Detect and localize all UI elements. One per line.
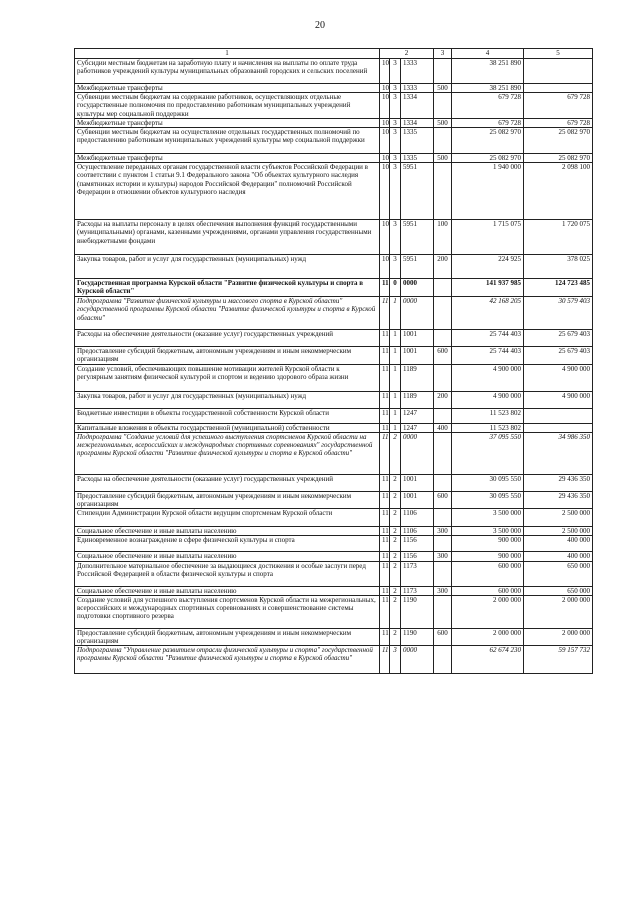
- table-row: [75, 474, 593, 491]
- cell-section: 11: [380, 586, 390, 595]
- cell-amount-year1: 1 715 075: [452, 220, 524, 255]
- cell-amount-year2: 25 082 970: [524, 128, 593, 154]
- cell-section: 10: [380, 59, 390, 84]
- cell-amount-year1: 62 674 230: [452, 646, 524, 674]
- cell-name: Расходы на обеспечение деятельности (оказание услуг) государственных учреждений: [75, 474, 380, 491]
- cell-name: Расходы на выплаты персоналу в целях обеспечения выполнения функций государственными (муниципальными) органами, казенными учреждениями, органами управления государственными внебюджетными фондами: [75, 220, 380, 255]
- cell-name: Предоставление субсидий бюджетным, автономным учреждениям и иным некоммерческим организациям: [75, 628, 380, 645]
- cell-name: Социальное обеспечение и иные выплаты населению: [75, 527, 380, 536]
- table-row: [75, 491, 593, 508]
- cell-name: Межбюджетные трансферты: [75, 84, 380, 93]
- cell-expense-type: 200: [434, 391, 452, 408]
- cell-expense-type: [434, 279, 452, 297]
- cell-amount-year2: 2 500 000: [524, 509, 593, 527]
- cell-target-code: 0000: [401, 279, 434, 297]
- cell-amount-year1: 4 900 000: [452, 364, 524, 391]
- cell-amount-year1: 900 000: [452, 536, 524, 552]
- cell-subsection: 3: [390, 93, 401, 119]
- cell-target-code: 1173: [401, 586, 434, 595]
- cell-expense-type: 600: [434, 628, 452, 645]
- cell-subsection: 1: [390, 364, 401, 391]
- cell-subsection: 2: [390, 474, 401, 491]
- cell-amount-year2: 2 000 000: [524, 595, 593, 628]
- cell-name: Единовременное вознаграждение в сфере физической культуры и спорта: [75, 536, 380, 552]
- header-col-1: 1: [75, 49, 380, 59]
- cell-section: 11: [380, 364, 390, 391]
- cell-amount-year1: 38 251 890: [452, 59, 524, 84]
- cell-subsection: 1: [390, 330, 401, 347]
- cell-section: 10: [380, 128, 390, 154]
- cell-target-code: 0000: [401, 297, 434, 330]
- table-row: [75, 646, 593, 674]
- cell-name: Предоставление субсидий бюджетным, автономным учреждениям и иным некоммерческим организациям: [75, 491, 380, 508]
- cell-amount-year2: 29 436 350: [524, 491, 593, 508]
- cell-target-code: 1189: [401, 364, 434, 391]
- cell-name: Бюджетные инвестиции в объекты государственной собственности Курской области: [75, 408, 380, 423]
- cell-amount-year2: 2 000 000: [524, 628, 593, 645]
- cell-subsection: 2: [390, 509, 401, 527]
- table-row: [75, 408, 593, 423]
- cell-amount-year2: 2 500 000: [524, 527, 593, 536]
- cell-section: 10: [380, 154, 390, 163]
- table-row: [75, 527, 593, 536]
- cell-expense-type: [434, 646, 452, 674]
- cell-subsection: 3: [390, 84, 401, 93]
- cell-subsection: 0: [390, 279, 401, 297]
- cell-section: 10: [380, 163, 390, 220]
- cell-name: Субвенции местным бюджетам на осуществление отдельных государственных полномочий по предоставлению работникам муниципальных учреждений культуры мер социальной поддержки: [75, 128, 380, 154]
- page-number: 20: [315, 20, 325, 31]
- cell-amount-year1: 37 095 550: [452, 432, 524, 474]
- cell-name: Межбюджетные трансферты: [75, 154, 380, 163]
- cell-target-code: 5951: [401, 220, 434, 255]
- cell-expense-type: [434, 474, 452, 491]
- cell-amount-year2: 25 679 403: [524, 330, 593, 347]
- cell-section: 11: [380, 297, 390, 330]
- cell-amount-year1: 30 095 550: [452, 491, 524, 508]
- cell-section: 11: [380, 279, 390, 297]
- cell-name: Закупка товаров, работ и услуг для государственных (муниципальных) нужд: [75, 391, 380, 408]
- cell-name: Создание условий, обеспечивающих повышение мотивации жителей Курской области к регулярным занятиям физической культурой и спортом и ведению здорового образа жизни: [75, 364, 380, 391]
- cell-section: 11: [380, 595, 390, 628]
- table-row: [75, 423, 593, 432]
- cell-subsection: 3: [390, 154, 401, 163]
- cell-name: Подпрограмма "Создание условий для успешного выступления спортсменов Курской области на межрегиональных, всероссийских и международных спортивных соревнованиях" государственной программы Курской области "Развитие физической культуры и спорта в Курской области": [75, 432, 380, 474]
- cell-expense-type: [434, 561, 452, 586]
- cell-name: Субсидии местным бюджетам на заработную плату и начисления на выплаты по оплате труда работников учреждений культуры муниципальных образований городских и сельских поселений: [75, 59, 380, 84]
- cell-expense-type: 500: [434, 118, 452, 127]
- cell-amount-year1: 141 937 985: [452, 279, 524, 297]
- cell-section: 11: [380, 423, 390, 432]
- table-row: [75, 118, 593, 127]
- cell-section: 10: [380, 118, 390, 127]
- cell-expense-type: [434, 59, 452, 84]
- table-row: [75, 509, 593, 527]
- cell-subsection: 1: [390, 391, 401, 408]
- table-row: [75, 93, 593, 119]
- cell-amount-year1: 4 900 000: [452, 391, 524, 408]
- cell-amount-year2: 650 000: [524, 586, 593, 595]
- cell-target-code: 1156: [401, 536, 434, 552]
- cell-subsection: 3: [390, 118, 401, 127]
- cell-expense-type: 300: [434, 527, 452, 536]
- cell-amount-year1: 600 000: [452, 586, 524, 595]
- cell-target-code: 1173: [401, 561, 434, 586]
- cell-name: Закупка товаров, работ и услуг для государственных (муниципальных) нужд: [75, 255, 380, 279]
- cell-subsection: 3: [390, 220, 401, 255]
- table-row: [75, 154, 593, 163]
- cell-target-code: 1106: [401, 509, 434, 527]
- cell-target-code: 1001: [401, 330, 434, 347]
- cell-subsection: 3: [390, 646, 401, 674]
- cell-expense-type: 600: [434, 491, 452, 508]
- cell-name: Социальное обеспечение и иные выплаты населению: [75, 552, 380, 561]
- cell-expense-type: 600: [434, 347, 452, 364]
- cell-name: Государственная программа Курской области "Развитие физической культуры и спорта в Курской области": [75, 279, 380, 297]
- cell-section: 11: [380, 552, 390, 561]
- cell-section: 10: [380, 84, 390, 93]
- cell-target-code: 0000: [401, 646, 434, 674]
- cell-subsection: 2: [390, 586, 401, 595]
- cell-section: 10: [380, 220, 390, 255]
- cell-amount-year2: 378 025: [524, 255, 593, 279]
- cell-subsection: 1: [390, 408, 401, 423]
- table-row: [75, 84, 593, 93]
- cell-expense-type: 500: [434, 84, 452, 93]
- cell-subsection: 2: [390, 536, 401, 552]
- table-row: [75, 128, 593, 154]
- cell-section: 11: [380, 347, 390, 364]
- cell-expense-type: [434, 536, 452, 552]
- cell-subsection: 2: [390, 527, 401, 536]
- header-col-5: 5: [524, 49, 593, 59]
- header-col-3: 3: [434, 49, 452, 59]
- cell-amount-year2: 34 986 350: [524, 432, 593, 474]
- cell-target-code: 1190: [401, 628, 434, 645]
- cell-amount-year1: 25 082 970: [452, 128, 524, 154]
- table-row: [75, 391, 593, 408]
- cell-target-code: 1001: [401, 347, 434, 364]
- cell-section: 11: [380, 628, 390, 645]
- cell-name: Осуществление переданных органам государственной власти субъектов Российской Федерации в соответствии с пунктом 1 статьи 9.1 Федерального закона "Об объектах культурного наследия (памятниках истории и культуры) народов Российской Федерации" полномочий Российской Федерации в отношении объектов культурного наследия: [75, 163, 380, 220]
- cell-amount-year1: 11 523 802: [452, 408, 524, 423]
- cell-name: Создание условий для успешного выступления спортсменов Курской области на межрегиональных, всероссийских и международных спортивных соревнованиях и совершенствование системы подготовки спортивного резерва: [75, 595, 380, 628]
- cell-expense-type: [434, 330, 452, 347]
- cell-amount-year2: [524, 423, 593, 432]
- cell-amount-year1: 11 523 802: [452, 423, 524, 432]
- table-row: [75, 561, 593, 586]
- cell-amount-year2: 25 679 403: [524, 347, 593, 364]
- cell-amount-year2: [524, 408, 593, 423]
- cell-expense-type: [434, 595, 452, 628]
- cell-name: Предоставление субсидий бюджетным, автономным учреждениям и иным некоммерческим организациям: [75, 347, 380, 364]
- cell-section: 11: [380, 509, 390, 527]
- cell-amount-year1: 3 500 000: [452, 527, 524, 536]
- table-row: [75, 297, 593, 330]
- budget-table: [74, 48, 593, 674]
- header-col-4: 4: [452, 49, 524, 59]
- cell-amount-year1: 679 728: [452, 118, 524, 127]
- cell-amount-year2: 25 082 970: [524, 154, 593, 163]
- cell-subsection: 1: [390, 297, 401, 330]
- cell-name: Капитальные вложения в объекты государственной (муниципальной) собственности: [75, 423, 380, 432]
- cell-name: Подпрограмма "Развитие физической культуры и массового спорта в Курской области" государственной программы Курской области "Развитие физической культуры и спорта в Курской области": [75, 297, 380, 330]
- cell-target-code: 5951: [401, 163, 434, 220]
- table-row: [75, 59, 593, 84]
- cell-amount-year1: 25 744 403: [452, 330, 524, 347]
- cell-section: 11: [380, 491, 390, 508]
- table-row: [75, 586, 593, 595]
- cell-name: Субвенции местным бюджетам на содержание работников, осуществляющих отдельные государственные полномочия по предоставлению работникам муниципальных учреждений культуры мер социальной поддержки: [75, 93, 380, 119]
- cell-expense-type: [434, 128, 452, 154]
- cell-target-code: 1247: [401, 423, 434, 432]
- cell-amount-year1: 224 925: [452, 255, 524, 279]
- cell-target-code: 1190: [401, 595, 434, 628]
- cell-subsection: 2: [390, 491, 401, 508]
- cell-expense-type: [434, 364, 452, 391]
- table-body: [75, 59, 593, 674]
- table-row: [75, 364, 593, 391]
- cell-target-code: 1335: [401, 154, 434, 163]
- cell-amount-year1: 679 728: [452, 93, 524, 119]
- cell-target-code: 1335: [401, 128, 434, 154]
- table-row: [75, 255, 593, 279]
- cell-subsection: 1: [390, 423, 401, 432]
- cell-expense-type: 300: [434, 552, 452, 561]
- cell-amount-year1: 3 500 000: [452, 509, 524, 527]
- table-row: [75, 536, 593, 552]
- cell-amount-year2: 679 728: [524, 118, 593, 127]
- cell-section: 10: [380, 93, 390, 119]
- cell-name: Подпрограмма "Управление развитием отрасли физической культуры и спорта" государственной программы Курской области "Развитие физической культуры и спорта в Курской области": [75, 646, 380, 674]
- cell-amount-year2: 59 157 732: [524, 646, 593, 674]
- cell-subsection: 2: [390, 628, 401, 645]
- cell-target-code: 1001: [401, 491, 434, 508]
- cell-expense-type: [434, 432, 452, 474]
- table-row: [75, 552, 593, 561]
- header-col-2: 2: [380, 49, 434, 59]
- cell-subsection: 3: [390, 59, 401, 84]
- cell-name: Дополнительное материальное обеспечение за выдающиеся достижения и особые заслуги перед Российской Федерацией в области физической культуры и спорта: [75, 561, 380, 586]
- cell-amount-year1: 25 082 970: [452, 154, 524, 163]
- cell-target-code: 1156: [401, 552, 434, 561]
- cell-section: 10: [380, 255, 390, 279]
- cell-expense-type: [434, 297, 452, 330]
- cell-target-code: 1189: [401, 391, 434, 408]
- cell-target-code: 1334: [401, 93, 434, 119]
- cell-amount-year2: 679 728: [524, 93, 593, 119]
- cell-amount-year1: 900 000: [452, 552, 524, 561]
- cell-amount-year1: 42 168 205: [452, 297, 524, 330]
- cell-amount-year2: 400 000: [524, 552, 593, 561]
- cell-section: 11: [380, 527, 390, 536]
- cell-section: 11: [380, 330, 390, 347]
- cell-amount-year2: [524, 84, 593, 93]
- table-row: [75, 279, 593, 297]
- cell-amount-year1: 2 000 000: [452, 628, 524, 645]
- cell-subsection: 3: [390, 255, 401, 279]
- cell-expense-type: 200: [434, 255, 452, 279]
- cell-name: Межбюджетные трансферты: [75, 118, 380, 127]
- cell-expense-type: [434, 408, 452, 423]
- cell-amount-year1: 30 095 550: [452, 474, 524, 491]
- cell-expense-type: 300: [434, 586, 452, 595]
- cell-expense-type: 400: [434, 423, 452, 432]
- cell-target-code: 1106: [401, 527, 434, 536]
- cell-section: 11: [380, 561, 390, 586]
- cell-subsection: 2: [390, 432, 401, 474]
- cell-expense-type: 500: [434, 154, 452, 163]
- cell-subsection: 2: [390, 561, 401, 586]
- cell-amount-year2: 4 900 000: [524, 364, 593, 391]
- table-header-row: [75, 49, 593, 59]
- cell-amount-year2: 400 000: [524, 536, 593, 552]
- table-row: [75, 628, 593, 645]
- cell-target-code: 5951: [401, 255, 434, 279]
- cell-subsection: 3: [390, 163, 401, 220]
- cell-section: 11: [380, 536, 390, 552]
- cell-subsection: 1: [390, 347, 401, 364]
- cell-target-code: 1333: [401, 59, 434, 84]
- cell-name: Социальное обеспечение и иные выплаты населению: [75, 586, 380, 595]
- cell-target-code: 1001: [401, 474, 434, 491]
- cell-section: 11: [380, 408, 390, 423]
- table-row: [75, 595, 593, 628]
- table-row: [75, 163, 593, 220]
- cell-subsection: 2: [390, 552, 401, 561]
- cell-target-code: 1334: [401, 118, 434, 127]
- cell-name: Расходы на обеспечение деятельности (оказание услуг) государственных учреждений: [75, 330, 380, 347]
- cell-amount-year1: 600 000: [452, 561, 524, 586]
- cell-amount-year2: 650 000: [524, 561, 593, 586]
- cell-amount-year2: 124 723 485: [524, 279, 593, 297]
- cell-amount-year2: 2 098 100: [524, 163, 593, 220]
- cell-amount-year1: 2 000 000: [452, 595, 524, 628]
- cell-section: 11: [380, 474, 390, 491]
- cell-target-code: 0000: [401, 432, 434, 474]
- cell-expense-type: [434, 93, 452, 119]
- cell-section: 11: [380, 432, 390, 474]
- cell-amount-year2: 4 900 000: [524, 391, 593, 408]
- table-row: [75, 220, 593, 255]
- cell-subsection: 3: [390, 128, 401, 154]
- cell-amount-year1: 25 744 403: [452, 347, 524, 364]
- cell-target-code: 1333: [401, 84, 434, 93]
- cell-target-code: 1247: [401, 408, 434, 423]
- cell-name: Стипендии Администрации Курской области ведущим спортсменам Курской области: [75, 509, 380, 527]
- cell-amount-year2: 29 436 350: [524, 474, 593, 491]
- cell-amount-year1: 1 940 000: [452, 163, 524, 220]
- cell-amount-year2: 1 720 075: [524, 220, 593, 255]
- table-row: [75, 347, 593, 364]
- cell-expense-type: [434, 163, 452, 220]
- cell-section: 11: [380, 646, 390, 674]
- cell-amount-year1: 38 251 890: [452, 84, 524, 93]
- cell-expense-type: [434, 509, 452, 527]
- cell-amount-year2: [524, 59, 593, 84]
- cell-subsection: 2: [390, 595, 401, 628]
- cell-amount-year2: 30 579 403: [524, 297, 593, 330]
- table-row: [75, 432, 593, 474]
- table-row: [75, 330, 593, 347]
- cell-expense-type: 100: [434, 220, 452, 255]
- cell-section: 11: [380, 391, 390, 408]
